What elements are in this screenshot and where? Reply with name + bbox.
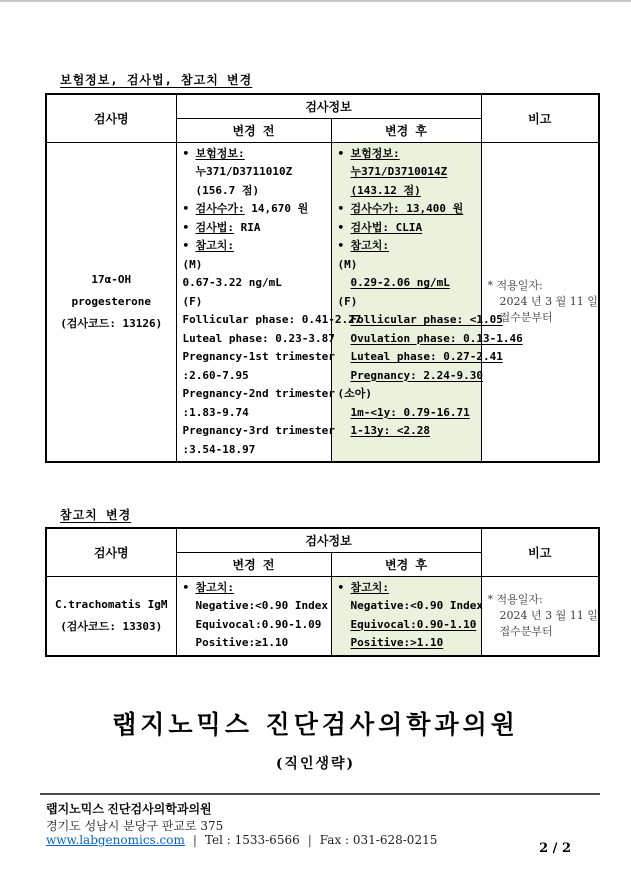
text-line (338, 616, 475, 635)
text-line (488, 608, 598, 624)
bullet-marker: • (337, 146, 345, 160)
bullet-marker: • (182, 239, 190, 252)
column-header-after: 변경 후 (331, 552, 481, 576)
clinic-signature-title: 랩지노믹스 진단검사의학과의원 (112, 710, 519, 739)
text-line (338, 348, 503, 367)
after-change-cell (331, 576, 481, 656)
table-row (46, 142, 599, 462)
before-change-cell (176, 576, 331, 656)
text-segment: * 적용일자: (487, 592, 543, 606)
text-segment: (156.7 점) (195, 183, 260, 197)
text-line (338, 597, 483, 616)
column-header-test-name: 검사명 (46, 94, 176, 142)
text-line (183, 404, 325, 423)
text-segment: Pregnancy-2nd trimester (182, 387, 335, 400)
test-name: 17α-OH progesterone (71, 272, 151, 308)
remark-text (487, 592, 598, 640)
seal-omitted-note: (직인생략) (275, 756, 356, 772)
insurance-change-table (45, 93, 600, 463)
text-line (183, 237, 325, 256)
bullet-marker: • (182, 146, 190, 160)
website-link[interactable]: www.labgenomics.com (46, 833, 185, 847)
bullet-marker: • (337, 580, 345, 594)
text-line (183, 219, 325, 238)
column-header-after: 변경 후 (331, 118, 481, 142)
text-line (338, 237, 475, 256)
text-line (338, 145, 475, 164)
text-line (183, 441, 325, 460)
bullet-marker: • (337, 202, 345, 215)
text-segment: RIA (234, 220, 261, 234)
footer-tel: Tel : 1533-6566 (204, 833, 300, 847)
text-segment: (F) (337, 294, 358, 308)
test-name-cell (46, 576, 176, 656)
text-segment: Pregnancy-1st trimester (182, 350, 335, 363)
text-segment: Pregnancy-3rd trimester (182, 424, 335, 437)
text-line (488, 624, 593, 640)
text-segment: 보험정보: (195, 146, 245, 160)
column-header-test-info: 검사정보 (176, 94, 481, 118)
text-line (183, 597, 328, 616)
text-segment: Equivocal:0.90-1.10 (350, 617, 477, 631)
bullet-marker: • (337, 239, 345, 252)
text-line (183, 274, 325, 293)
text-line (338, 293, 475, 312)
text-segment: 검사수가: (195, 202, 245, 215)
text-line (182, 330, 335, 349)
section-heading-reference-change: 참고치 변경 (60, 508, 132, 522)
footer-fax: Fax : 031-628-0215 (319, 833, 438, 847)
column-header-before: 변경 전 (176, 552, 331, 576)
remarks-cell (481, 142, 599, 462)
text-segment: 참고치: (195, 580, 235, 594)
text-line (183, 579, 325, 598)
text-segment: 1-13y: <2.28 (350, 424, 430, 437)
text-segment: 보험정보: (350, 146, 400, 160)
text-line (488, 592, 593, 608)
footer-address: 경기도 성남시 분당구 판교로 375 (46, 819, 224, 833)
text-segment: 14,670 원 (244, 202, 309, 215)
table-row (46, 576, 599, 656)
text-segment: 0.67-3.22 ng/mL (182, 276, 282, 289)
bullet-marker: • (182, 580, 190, 594)
text-segment: 0.29-2.06 ng/mL (350, 276, 450, 289)
reference-change-table (45, 527, 600, 657)
text-segment: Luteal phase: 0.27-2.41 (350, 350, 503, 363)
remark-text (487, 278, 598, 326)
text-segment: :2.60-7.95 (182, 368, 249, 382)
footer-company-name: 랩지노믹스 진단검사의학과의원 (46, 802, 212, 816)
text-segment: 1m-<1y: 0.79-16.71 (350, 405, 470, 419)
text-line (183, 293, 325, 312)
test-name-cell (46, 142, 176, 462)
text-segment: 검사법: (195, 220, 235, 234)
text-segment: Positive:>1.10 (350, 636, 444, 649)
text-line (338, 311, 503, 330)
text-line (338, 385, 475, 404)
text-segment: Negative:<0.90 Index (350, 599, 483, 612)
text-segment: Equivocal:0.90-1.09 (195, 617, 322, 631)
text-segment: 누371/D3710014Z (350, 165, 448, 178)
text-line (183, 182, 325, 201)
text-line (182, 311, 362, 330)
text-line (183, 367, 325, 386)
column-header-remarks: 비고 (481, 528, 599, 576)
text-segment: Negative:<0.90 Index (195, 599, 328, 612)
text-line (183, 163, 325, 182)
text-line (338, 182, 475, 201)
text-segment: 검사법: CLIA (350, 220, 423, 234)
text-segment: 접수분부터 (499, 624, 553, 638)
text-line (182, 385, 335, 404)
text-segment: 검사수가: 13,400 원 (350, 202, 464, 215)
text-line (182, 422, 335, 441)
section-heading-insurance-change: 보험정보, 검사법, 참고치 변경 (60, 73, 253, 87)
text-segment: (143.12 점) (350, 183, 421, 197)
contact-separator: | (192, 833, 197, 847)
text-line (183, 145, 325, 164)
text-line (182, 348, 335, 367)
text-segment: 2024 년 3 월 11 일 (499, 608, 598, 622)
test-code: (검사코드: 13126) (60, 316, 163, 330)
text-segment: 참고치: (350, 580, 390, 594)
text-segment: Luteal phase: 0.23-3.87 (182, 331, 335, 345)
text-segment: (M) (182, 257, 203, 271)
text-line (488, 278, 593, 294)
text-line (338, 163, 475, 182)
contact-separator: | (307, 833, 312, 847)
text-segment: (소아) (337, 387, 372, 400)
text-line (338, 330, 523, 349)
text-line (338, 634, 475, 653)
text-line (183, 200, 325, 219)
text-segment: 접수분부터 (499, 310, 553, 324)
text-line (338, 200, 475, 219)
text-segment: :3.54-18.97 (182, 442, 256, 456)
text-line (338, 219, 475, 238)
text-line (488, 294, 598, 310)
text-segment: 2024 년 3 월 11 일 (499, 294, 598, 308)
text-segment: Pregnancy: 2.24-9.30 (350, 368, 483, 382)
text-segment: Ovulation phase: 0.13-1.46 (350, 331, 523, 345)
text-segment: * 적용일자: (487, 278, 543, 292)
text-line (488, 310, 593, 326)
page-number: 2 / 2 (539, 841, 571, 856)
column-header-test-name: 검사명 (46, 528, 176, 576)
text-segment: 누371/D3711010Z (195, 165, 293, 178)
text-line (338, 274, 475, 293)
footer-contact-line (46, 833, 437, 847)
remarks-cell (481, 576, 599, 656)
bullet-marker: • (182, 220, 190, 234)
text-line (183, 256, 325, 275)
window-edge-strip (0, 0, 631, 2)
text-segment: Positive:≥1.10 (195, 636, 289, 649)
text-line (338, 404, 475, 423)
test-name: C.trachomatis IgM (54, 597, 168, 611)
text-line (338, 256, 475, 275)
text-segment: (M) (337, 257, 358, 271)
text-line (338, 367, 483, 386)
column-header-before: 변경 전 (176, 118, 331, 142)
text-line (338, 579, 475, 598)
text-segment: Follicular phase: <1.05 (350, 313, 503, 326)
text-line (183, 634, 325, 653)
text-segment: 참고치: (350, 239, 390, 252)
text-line (183, 616, 325, 635)
test-code: (검사코드: 13303) (60, 619, 163, 633)
text-line (338, 422, 475, 441)
text-segment: 참고치: (195, 239, 235, 252)
column-header-remarks: 비고 (481, 94, 599, 142)
bullet-marker: • (337, 220, 345, 234)
column-header-test-info: 검사정보 (176, 528, 481, 552)
text-segment: :1.83-9.74 (182, 405, 249, 419)
bullet-marker: • (182, 202, 190, 215)
footer-divider (40, 793, 600, 795)
text-segment: Follicular phase: 0.41-2.27 (182, 313, 362, 326)
text-segment: (F) (182, 294, 203, 308)
